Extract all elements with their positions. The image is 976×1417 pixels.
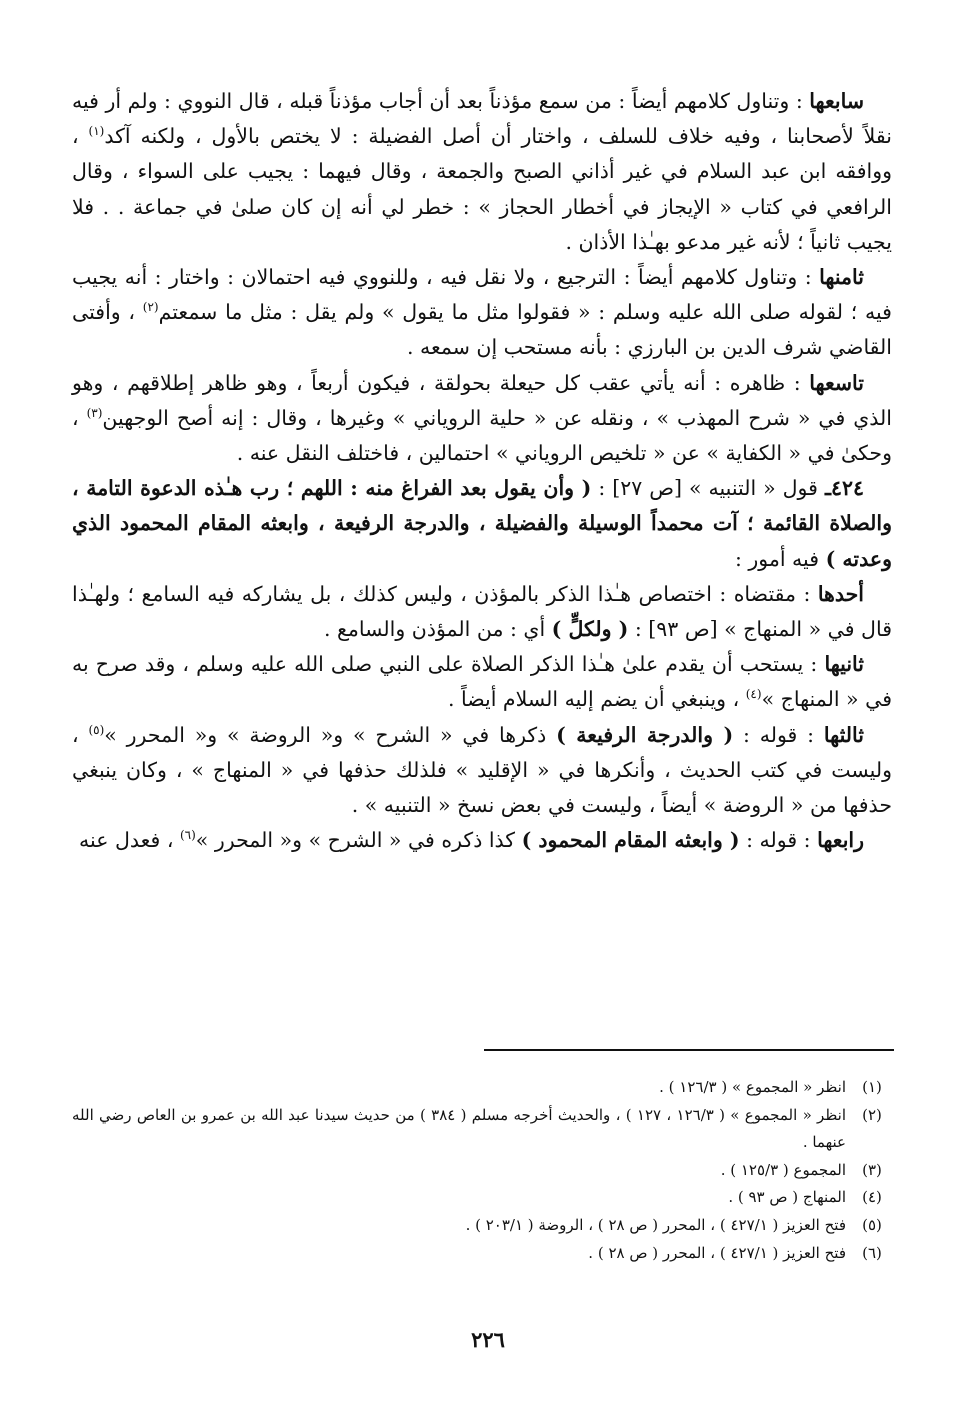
paragraph-text: : مقتضاه : اختصاص هـٰذا الذكر بالمؤذن ، وليس كذلك ، بل يشاركه فيه السامع ؛ ولهـٰذا قال في « المنهاج » [ص ٩٣] :: [72, 581, 892, 642]
paragraph-lead: تاسعها: [809, 370, 864, 395]
footnote-ref: (٣): [86, 406, 103, 420]
paragraph-third: [72, 718, 892, 824]
footnote-4: [72, 1184, 898, 1212]
footnote-text: المجموع ( ١٢٥/٣ ) .: [720, 1160, 846, 1179]
paragraph-text: أي : من المؤذن والسامع .: [323, 617, 552, 642]
page-number: ٢٢٦: [471, 1327, 505, 1352]
footnote-text: انظر « المجموع » ( ١٢٦/٣ ) .: [659, 1078, 846, 1096]
paragraph-lead: ثانيها: [824, 652, 864, 677]
paragraph-lead: رابعها: [817, 828, 864, 853]
paragraph-text: ، وحكىٰ في « الكفاية » عن « تلخيص الروياني » احتمالين ، فاختلف النقل عنه .: [72, 405, 892, 466]
paragraph-lead: ثامنها: [819, 265, 864, 290]
footnote-ref: (٥): [88, 722, 105, 737]
paragraph-ninth: [72, 366, 892, 472]
quoted-text: ( وابعثه المقام المحمود ): [521, 828, 740, 853]
paragraph-text: : قوله :: [733, 722, 824, 747]
footnote-number: (٣): [862, 1160, 882, 1179]
footnote-2: [72, 1102, 898, 1157]
footnote-ref: (١): [88, 124, 105, 139]
paragraph-lead: أحدها: [817, 581, 864, 606]
section-number: ٤٢٤ـ: [824, 476, 864, 501]
footnote-text: انظر « المجموع » ( ١٢٦/٣ ، ١٢٧ ) ، والحديث أخرجه مسلم ( ٣٨٤ ) من حديث سيدنا عبد الله بن عمرو بن العاص رضي الله عنهما .: [72, 1105, 846, 1152]
paragraph-text: ، ووافقه ابن عبد السلام في غير أذاني الصبح والجمعة ، وقال فيهما : يجيب على السواء ، وقال الرافعي في كتاب « الإيجاز في أخطار الحجاز » : خطر لي أنه إن كان صلىٰ في جماعة . . فلا يجيب ثانياً ؛ لأنه غير مدعو بهـٰذا الأذان .: [72, 124, 892, 254]
footnote-text: فتح العزيز ( ٤٢٧/١ ) ، المحرر ( ص ٢٨ ) ، الروضة ( ٢٠٣/١ ) .: [465, 1215, 846, 1234]
paragraph-lead: سابعها: [809, 89, 864, 113]
paragraph-fourth: [72, 823, 892, 858]
paragraph-eighth: [72, 260, 892, 366]
footnote-3: [72, 1157, 898, 1185]
paragraph-second: [72, 647, 892, 717]
paragraph-text: ، وينبغي أن يضم إليه السلام أيضاً .: [447, 687, 746, 712]
paragraph-seventh: [72, 84, 892, 260]
paragraph-text: : وتناول كلامهم أيضاً : من سمع مؤذناً بعد أن أجاب مؤذناً قبله ، قال النووي : ولم أر فيه نقلاً لأصحابنا ، وفيه خلاف للسلف ، واختار أن أصل الفضيلة : لا يختص بالأول ، ولكنه آكد: [72, 89, 892, 149]
footnotes: [72, 1074, 898, 1267]
paragraph-text: ، وأفتى القاضي شرف الدين بن البارزي : بأنه مستحب إن سمعه .: [72, 300, 892, 360]
footnote-number: (١): [862, 1078, 882, 1096]
paragraph-text: ، وليست في كتب الحديث ، وأنكرها في « الإقليد » فلذلك حذفها في « المنهاج » ، وكان ينبغي حذفها من « الروضة » أيضاً ، وليست في بعض نسخ « التنبيه » .: [72, 722, 892, 818]
footnote-number: (٢): [862, 1105, 882, 1124]
footnote-separator: [484, 1049, 894, 1051]
paragraph-text: : وتناول كلامهم أيضاً : الترجيع ، ولا نقل فيه ، وللنووي فيه احتمالان : واختار : أنه يجيب فيه ؛ لقوله صلى الله عليه وسلم : « فقولوا مثل ما يقول » ولم يقل : مثل ما سمعتم: [72, 265, 892, 325]
main-text: [72, 84, 892, 858]
section-424: [72, 471, 892, 577]
paragraph-text: فيه أمور :: [734, 546, 826, 571]
footnote-ref: (٢): [142, 300, 159, 315]
footnote-6: [72, 1240, 898, 1268]
quoted-text: ( ولكلٍّ ): [551, 617, 629, 642]
paragraph-text: ذكرها في « الشرح » و« الروضة » و« المحرر »: [104, 722, 557, 747]
footnote-number: (٦): [862, 1243, 882, 1262]
paragraph-text: كذا ذكره في « الشرح » و« المحرر »: [195, 828, 522, 853]
footnote-number: (٥): [862, 1215, 882, 1234]
quoted-text: ( وأن يقول بعد الفراغ منه : اللهم ؛ رب هـٰذه الدعوة التامة ، والصلاة القائمة ؛ آت محمداً الوسيلة والفضيلة ، والدرجة الرفيعة ، وابعثه المقام المحمود الذي وعدته ): [72, 476, 892, 571]
paragraph-text: : يستحب أن يقدم علىٰ هـٰذا الذكر الصلاة على النبي صلى الله عليه وسلم ، وقد صرح به في « المنهاج »: [72, 652, 892, 712]
footnote-ref: (٦): [179, 828, 196, 843]
paragraph-text: ، فعدل عنه: [79, 828, 180, 853]
footnote-text: المنهاج ( ص ٩٣ ) .: [728, 1188, 846, 1207]
paragraph-text: قول « التنبيه » [ص ٢٧] :: [591, 476, 825, 501]
paragraph-text: : ظاهره : أنه يأتي عقب كل حيعلة بحولقة ، فيكون أربعاً ، وهو ظاهر إطلاقهم ، وهو الذي في « شرح المهذب » ، ونقله عن « حلية الروياني » وغيرها ، وقال : إنه أصح الوجهين: [72, 370, 892, 430]
footnote-1: [72, 1074, 898, 1102]
paragraph-first: [72, 577, 892, 647]
footnote-number: (٤): [862, 1188, 882, 1207]
footnote-5: [72, 1212, 898, 1240]
quoted-text: ( والدرجة الرفيعة ): [556, 722, 734, 747]
footnote-text: فتح العزيز ( ٤٢٧/١ ) ، المحرر ( ص ٢٨ ) .: [588, 1243, 846, 1262]
paragraph-lead: ثالثها: [823, 722, 865, 747]
paragraph-text: : قوله :: [739, 828, 818, 853]
footnote-ref: (٤): [745, 687, 762, 702]
